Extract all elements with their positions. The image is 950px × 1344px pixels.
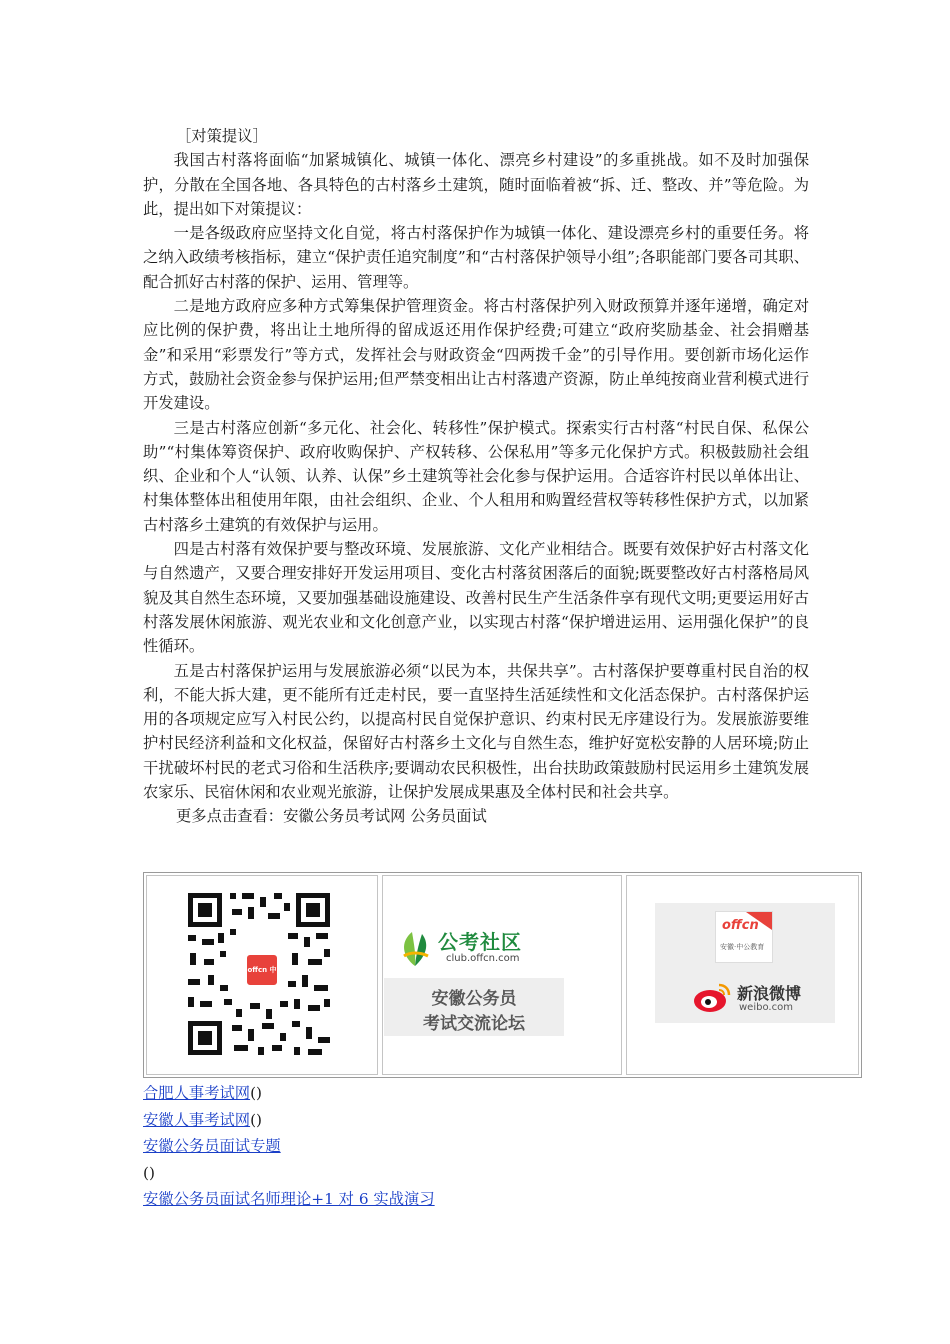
link-row — [143, 1186, 435, 1213]
weibo-title: 新浪微博 — [737, 984, 802, 1003]
link-suffix: () — [250, 1110, 263, 1129]
qr-code-cell — [146, 875, 378, 1075]
community-caption-1: 安徽公务员 — [431, 989, 517, 1009]
sina-weibo-banner[interactable] — [655, 903, 835, 1023]
anhui-exam-link[interactable]: 安徽人事考试网 — [143, 1110, 251, 1129]
link-row — [143, 1080, 435, 1107]
link-row — [143, 1107, 435, 1134]
interview-topic-link[interactable]: 安徽公务员面试专题 — [143, 1137, 281, 1155]
promo-banner-table — [143, 872, 862, 1078]
hefei-exam-link[interactable]: 合肥人事考试网 — [143, 1084, 251, 1102]
weibo-url: weibo.com — [739, 1002, 793, 1013]
paragraph-intro: 我国古村落将面临“加紧城镇化、城镇一体化、漂亮乡村建设”的多重挑战。如不及时加强保护，分散在全国各地、各具特色的古村落乡土建筑，随时面临着被“拆、迁、整改、并”等危险。为此，提出如下对策提议： — [143, 151, 809, 218]
offcn-org: 安徽·中公教育 — [720, 943, 765, 951]
community-cell — [382, 875, 622, 1075]
community-caption-2: 考试交流论坛 — [423, 1014, 525, 1034]
offcn-community-banner[interactable] — [384, 916, 564, 1036]
weibo-logo-icon — [693, 981, 731, 1013]
link-list — [143, 1080, 435, 1213]
link-row — [143, 1133, 435, 1160]
offcn-badge — [715, 911, 773, 963]
paragraph-3: 三是古村落应创新“多元化、社会化、转移性”保护模式。探索实行古村落“村民自保、私保公助”“村集体筹资保护、政府收购保护、产权转移、公保私用”等多元化保护方式。积极鼓励社会组织、企业和个人“认领、认养、认保”乡土建筑等社会化参与保护运用。合适容许村民以单体出让、村集体整体出租使用年限，由社会组织、企业、个人租用和购置经营权等转移性保护方式，以加紧古村落乡土建筑的有效保护与运用。 — [143, 418, 809, 534]
link-row — [143, 1160, 435, 1187]
more-links-line[interactable]: 更多点击查看：安徽公务员考试网 公务员面试 — [176, 807, 487, 826]
paragraph-4: 四是古村落有效保护要与整改环境、发展旅游、文化产业相结合。既要有效保护好古村落文化与自然遗产，又要合理安排好开发运用项目、变化古村落贫困落后的面貌;既要整改好古村落格局风貌及其自然生态环境，又要加强基础设施建设、改善村民生产生活条件享有现代文明;更要运用好古村落发展休闲旅游、观光农业和文化创意产业，以实现古村落“保护增进运用、运用强化保护”的良性循环。 — [143, 540, 809, 656]
paragraph-1: 一是各级政府应坚持文化自觉，将古村落保护作为城镇一体化、建设漂亮乡村的重要任务。将之纳入政绩考核指标，建立“保护责任追究制度”和“古村落保护领导小组”;各职能部门要各司其职、配合抓好古村落的保护、运用、管理等。 — [143, 224, 809, 291]
offcn-brand: offcn — [722, 918, 759, 933]
interview-course-link[interactable]: 安徽公务员面试名师理论+1 对 6 实战演习 — [143, 1190, 435, 1208]
link-suffix: () — [250, 1084, 263, 1102]
community-header — [384, 916, 564, 978]
weibo-cell — [626, 875, 859, 1075]
paragraph-2: 二是地方政府应多种方式筹集保护管理资金。将古村落保护列入财政预算并逐年递增，确定对应比例的保护费，将出让土地所得的留成返还用作保护经费;可建立“政府奖励基金、社会捐赠基金”和采用“彩票发行”等方式，发挥社会与财政资金“四两拨千金”的引导作用。要创新市场化运作方式，鼓励社会资金参与保护运用;但严禁变相出让古村落遗产资源，防止单纯按商业营利模式进行开发建设。 — [143, 297, 809, 413]
leaf-logo-icon — [396, 926, 434, 968]
section-heading: ［对策提议］ — [176, 127, 268, 145]
community-title: 公考社区 — [438, 930, 522, 954]
paragraph-5: 五是古村落保护运用与发展旅游必须“以民为本，共保共享”。古村落保护要尊重村民自治的权利，不能大拆大建，更不能所有迁走村民，要一直坚持生活延续性和文化活态保护。古村落保护运用的各项规定应写入村民公约，以提高村民自觉保护意识、约束村民无序建设行为。发展旅游要维护村民经济利益和文化权益，保留好古村落乡土文化与自然生态，维护好宽松安静的人居环境;防止干扰破坏村民的老式习俗和生活秩序;要调动农民积极性，出台扶助政策鼓励村民运用乡土建筑发展农家乐、民宿休闲和农业观光旅游，让保护发展成果惠及全体村民和社会共享。 — [143, 661, 809, 802]
article-body — [143, 124, 809, 829]
community-url: club.offcn.com — [446, 953, 520, 964]
link-suffix: () — [143, 1163, 155, 1182]
offcn-logo: offcn 中公教育 — [245, 953, 279, 987]
